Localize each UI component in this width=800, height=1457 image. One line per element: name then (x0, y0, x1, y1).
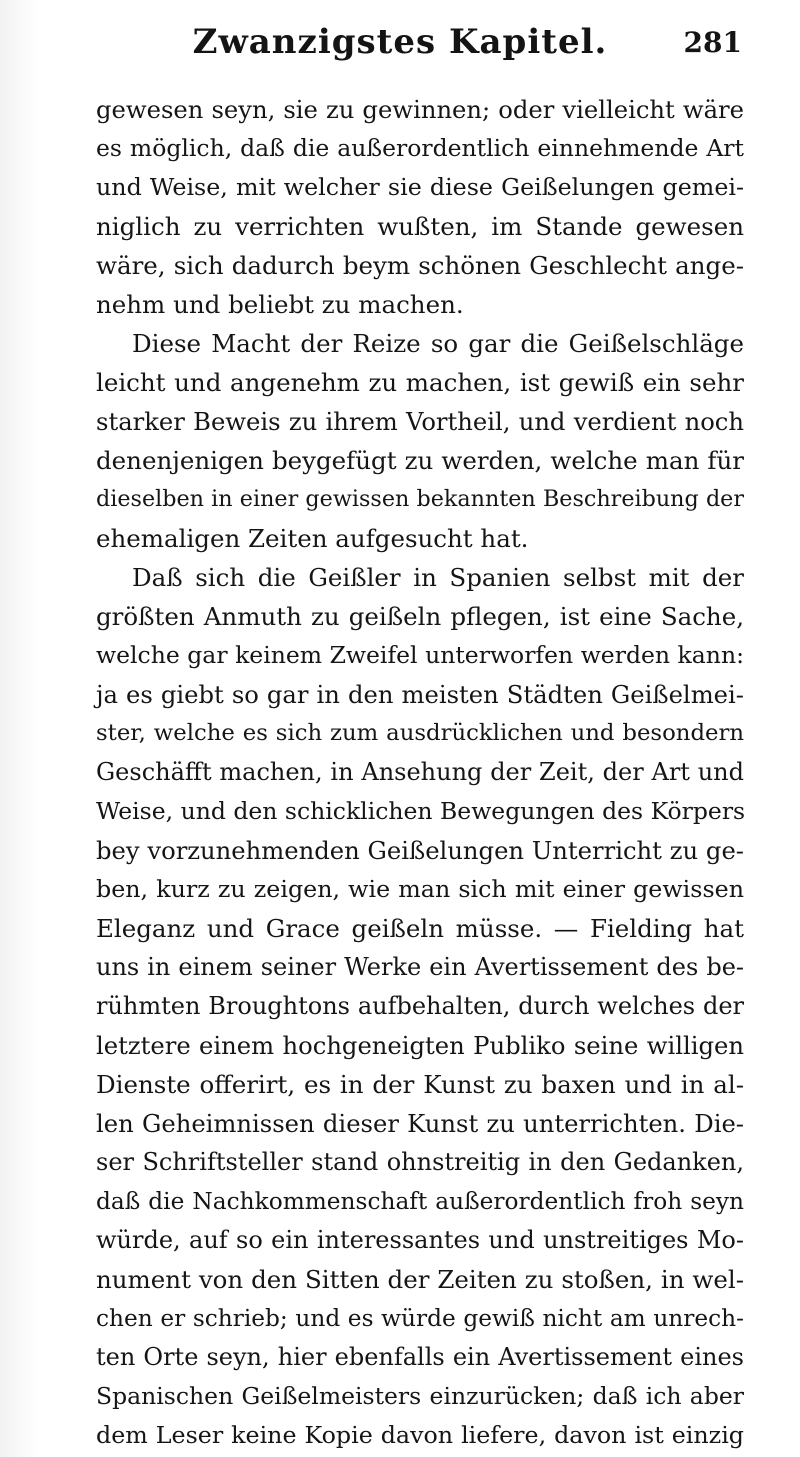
text-line: bey vorzunehmenden Geißelungen Unterricht zu ge- (96, 836, 744, 865)
text-line: Spanischen Geißelmeisters einzurücken; daß ich aber (96, 1382, 744, 1410)
page-number: 281 (683, 26, 742, 59)
text-line: dieselben in einer gewissen bekannten Beschreibung der (96, 486, 744, 512)
text-line: größten Anmuth zu geißeln pflegen, ist eine Sache, (96, 602, 744, 631)
paragraph-first-line: Daß sich die Geißler in Spanien selbst mit der (132, 563, 744, 592)
text-line: es möglich, daß die außerordentlich einnehmende Art (96, 134, 744, 162)
chapter-running-title: Zwanzigstes Kapitel. (192, 22, 608, 62)
text-line: nehm und beliebt zu machen. (96, 290, 464, 319)
text-line: Weise, und den schicklichen Bewegungen des Körpers (96, 797, 746, 825)
text-line: starker Beweis zu ihrem Vortheil, und verdient noch (96, 407, 744, 436)
text-line: ser Schriftsteller stand ohnstreitig in den Gedanken, (96, 1148, 744, 1176)
text-line: denenjenigen beygefügt zu werden, welche man für (96, 446, 744, 475)
text-line: letztere einem hochgeneigten Publiko seine willigen (96, 1031, 744, 1060)
text-line: und Weise, mit welcher sie diese Geißelungen gemei- (96, 173, 744, 201)
text-line: ben, kurz zu zeigen, wie man sich mit einer gewissen (96, 875, 744, 903)
paragraph-first-line: Diese Macht der Reize so gar die Geißelschläge (132, 329, 744, 358)
text-line: gewesen seyn, sie zu gewinnen; oder vielleicht wäre (96, 95, 744, 124)
text-line: chen er schrieb; und es würde gewiß nicht am unrech- (96, 1305, 744, 1332)
text-line: niglich zu verrichten wußten, im Stande gewesen (96, 212, 744, 241)
text-line: len Geheimnissen dieser Kunst zu unterrichten. Die- (96, 1109, 744, 1138)
text-line: rühmten Broughtons aufbehalten, durch welches der (96, 992, 744, 1020)
text-line: nument von den Sitten der Zeiten zu stoßen, in wel- (96, 1265, 744, 1294)
text-line: Geschäfft machen, in Ansehung der Zeit, der Art und (96, 758, 744, 786)
text-line: uns in einem seiner Werke ein Avertissement des be- (96, 953, 744, 981)
running-head (0, 22, 800, 72)
text-line: würde, auf so ein interessantes und unstreitiges Mo- (96, 1226, 744, 1254)
text-line: ten Orte seyn, hier ebenfalls ein Avertissement eines (96, 1343, 744, 1371)
text-line: Dienste offerirt, es in der Kunst zu baxen und in al- (96, 1070, 744, 1099)
text-line: ster, welche es sich zum ausdrücklichen und besondern (96, 720, 744, 746)
text-line: ehemaligen Zeiten aufgesucht hat. (96, 524, 529, 553)
text-line: Eleganz und Grace geißeln müsse. — Fielding hat (96, 914, 744, 943)
text-line: daß die Nachkommenschaft außerordentlich froh seyn (96, 1188, 744, 1215)
text-line: dem Leser keine Kopie davon liefere, davon ist einzig (96, 1421, 744, 1449)
text-line: ja es giebt so gar in den meisten Städten Geißelmei- (96, 680, 744, 709)
body-text (96, 90, 744, 1455)
text-line: leicht und angenehm zu machen, ist gewiß ein sehr (96, 368, 744, 397)
text-line: welche gar keinem Zweifel unterworfen werden kann: (96, 641, 744, 669)
text-line: wäre, sich dadurch beym schönen Geschlecht ange- (96, 251, 744, 280)
page-fold-shadow (0, 0, 40, 1457)
